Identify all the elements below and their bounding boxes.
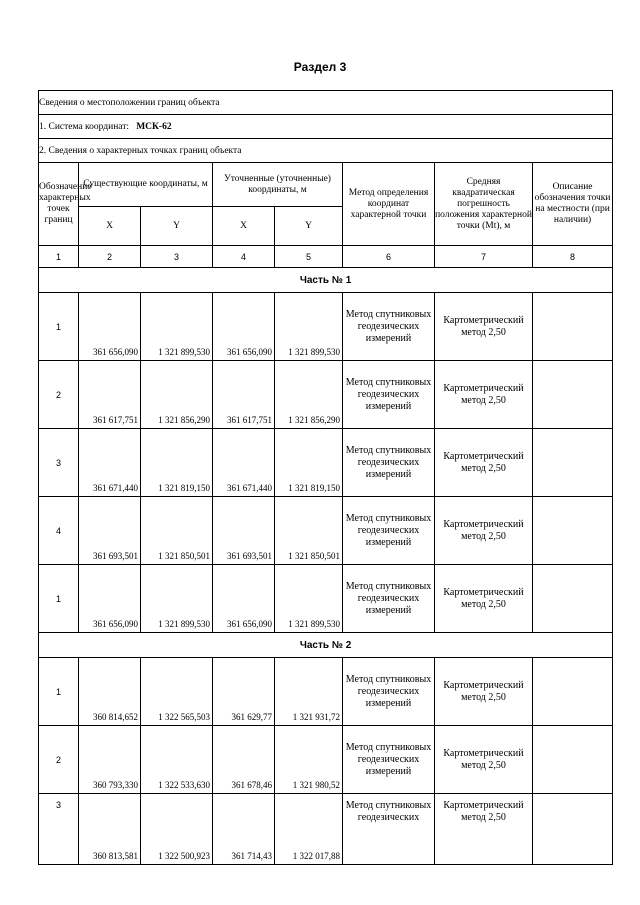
point-description	[533, 429, 613, 497]
header-existing: Существующие координаты, м	[79, 163, 213, 207]
refined-x: 361 693,501	[213, 497, 275, 565]
refined-y: 1 321 899,530	[275, 565, 343, 633]
error-value: Картометрический метод 2,50	[435, 794, 533, 865]
header-refined-x: X	[213, 207, 275, 246]
existing-x: 360 814,652	[79, 658, 141, 726]
refined-y: 1 321 931,72	[275, 658, 343, 726]
column-number: 8	[533, 246, 613, 268]
error-value: Картометрический метод 2,50	[435, 497, 533, 565]
refined-y: 1 321 856,290	[275, 361, 343, 429]
part-title: Часть № 2	[39, 633, 613, 658]
coordinate-system-value: МСК-62	[136, 121, 172, 132]
point-description	[533, 497, 613, 565]
column-number: 1	[39, 246, 79, 268]
table-row	[39, 726, 613, 794]
table-row	[39, 565, 613, 633]
method: Метод спутниковых геодезических измерений	[343, 565, 435, 633]
header-error: Средняя квадратическая погрешность положения характерной точки (Mt), м	[435, 163, 533, 246]
refined-x: 361 656,090	[213, 293, 275, 361]
header-refined-y: Y	[275, 207, 343, 246]
object-info-title: Сведения о местоположении границ объекта	[39, 91, 613, 115]
refined-y: 1 321 819,150	[275, 429, 343, 497]
point-number: 3	[39, 794, 79, 865]
section-title: Раздел 3	[293, 60, 347, 74]
point-description	[533, 361, 613, 429]
header-designation-text: Обозначение характерных точек границ	[39, 182, 92, 225]
header-refined: Уточненные (уточненные) координаты, м	[213, 163, 343, 207]
refined-x: 361 629,77	[213, 658, 275, 726]
method: Метод спутниковых геодезических измерений	[343, 429, 435, 497]
point-number: 1	[39, 293, 79, 361]
existing-y: 1 321 899,530	[141, 565, 213, 633]
existing-x: 360 813,581	[79, 794, 141, 865]
point-description	[533, 565, 613, 633]
existing-y: 1 321 899,530	[141, 293, 213, 361]
point-number: 1	[39, 658, 79, 726]
existing-y: 1 322 533,630	[141, 726, 213, 794]
column-number: 6	[343, 246, 435, 268]
refined-x: 361 678,46	[213, 726, 275, 794]
header-description: Описание обозначения точки на местности (при наличии)	[533, 163, 613, 246]
table-row	[39, 429, 613, 497]
table-row	[39, 794, 613, 865]
method: Метод спутниковых геодезических измерений	[343, 726, 435, 794]
point-number: 2	[39, 726, 79, 794]
header-existing-y: Y	[141, 207, 213, 246]
point-number: 1	[39, 565, 79, 633]
boundary-points-table	[38, 90, 613, 865]
part-title: Часть № 1	[39, 268, 613, 293]
table-row	[39, 361, 613, 429]
method: Метод спутниковых геодезических	[343, 794, 435, 865]
method: Метод спутниковых геодезических измерений	[343, 658, 435, 726]
existing-y: 1 322 500,923	[141, 794, 213, 865]
refined-x: 361 656,090	[213, 565, 275, 633]
header-designation	[39, 163, 92, 246]
table-row	[39, 293, 613, 361]
point-number: 2	[39, 361, 79, 429]
column-number: 7	[435, 246, 533, 268]
refined-x: 361 617,751	[213, 361, 275, 429]
error-value: Картометрический метод 2,50	[435, 293, 533, 361]
table-row	[39, 497, 613, 565]
refined-y: 1 321 899,530	[275, 293, 343, 361]
existing-x: 361 671,440	[79, 429, 141, 497]
point-description	[533, 658, 613, 726]
point-description	[533, 794, 613, 865]
point-description	[533, 726, 613, 794]
refined-y: 1 322 017,88	[275, 794, 343, 865]
error-value: Картометрический метод 2,50	[435, 658, 533, 726]
header-existing-x: X	[79, 207, 141, 246]
points-info-title: 2. Сведения о характерных точках границ объекта	[39, 139, 613, 163]
refined-x: 361 671,440	[213, 429, 275, 497]
refined-y: 1 321 980,52	[275, 726, 343, 794]
method: Метод спутниковых геодезических измерений	[343, 361, 435, 429]
point-number: 3	[39, 429, 79, 497]
error-value: Картометрический метод 2,50	[435, 429, 533, 497]
existing-x: 361 693,501	[79, 497, 141, 565]
column-number: 5	[275, 246, 343, 268]
method: Метод спутниковых геодезических измерений	[343, 497, 435, 565]
error-value: Картометрический метод 2,50	[435, 726, 533, 794]
column-number: 4	[213, 246, 275, 268]
existing-x: 361 656,090	[79, 565, 141, 633]
existing-x: 361 656,090	[79, 293, 141, 361]
refined-x: 361 714,43	[213, 794, 275, 865]
existing-y: 1 322 565,503	[141, 658, 213, 726]
coordinate-system-label: 1. Система координат:	[39, 121, 130, 132]
method: Метод спутниковых геодезических измерений	[343, 293, 435, 361]
existing-y: 1 321 819,150	[141, 429, 213, 497]
existing-y: 1 321 856,290	[141, 361, 213, 429]
error-value: Картометрический метод 2,50	[435, 565, 533, 633]
column-number: 3	[141, 246, 213, 268]
point-description	[533, 293, 613, 361]
error-value: Картометрический метод 2,50	[435, 361, 533, 429]
existing-x: 361 617,751	[79, 361, 141, 429]
point-number: 4	[39, 497, 79, 565]
column-numbers-row	[39, 246, 613, 268]
column-number: 2	[79, 246, 141, 268]
refined-y: 1 321 850,501	[275, 497, 343, 565]
table-row	[39, 658, 613, 726]
coordinate-system	[39, 115, 613, 139]
existing-y: 1 321 850,501	[141, 497, 213, 565]
header-method: Метод определения координат характерной точки	[343, 163, 435, 246]
existing-x: 360 793,330	[79, 726, 141, 794]
